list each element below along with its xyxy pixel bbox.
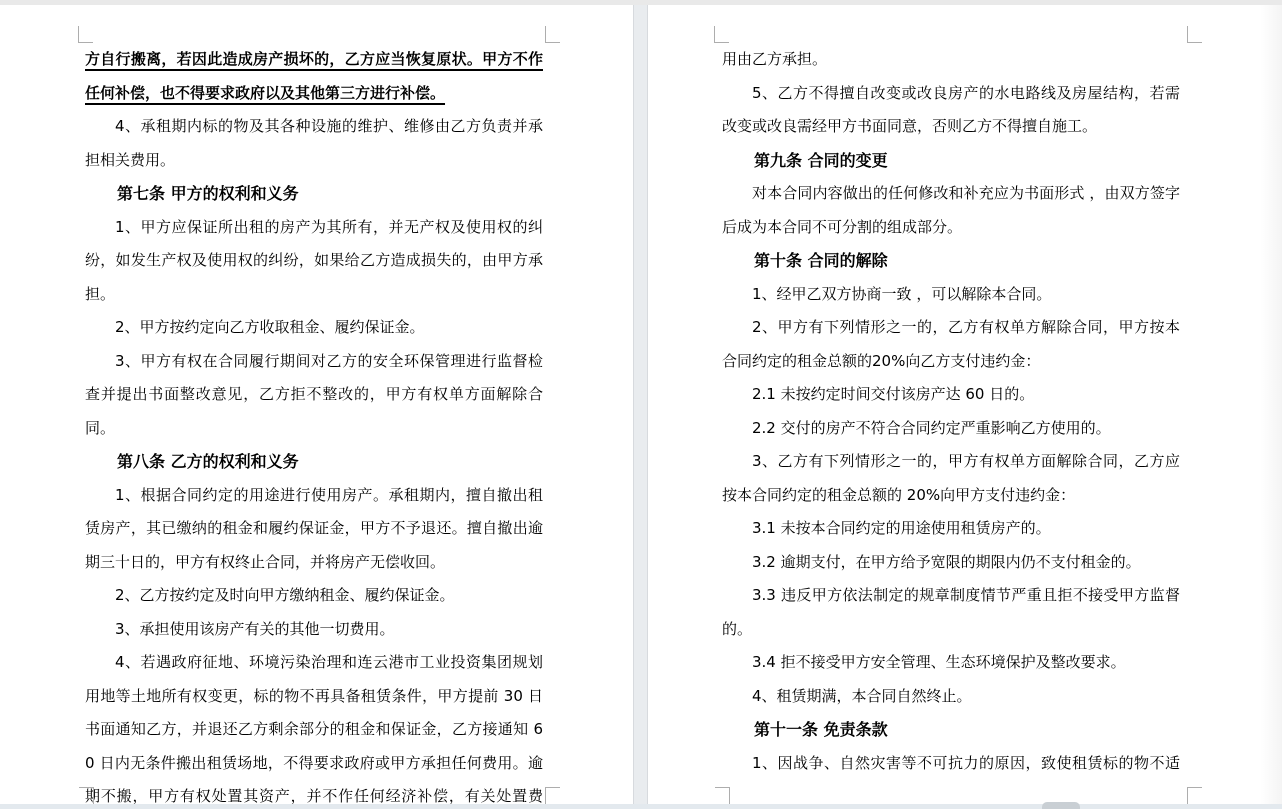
paragraph[interactable]: 1、根据合同约定的用途进行使用房产。承租期内，擅自撤出租赁房产，其已缴纳的租金和履约保证金，甲方不予退还。擅自撤出逾期三十日的，甲方有权终止合同，并将房产无偿收回。: [85, 485, 543, 571]
paragraph[interactable]: 2、甲方有下列情形之一的，乙方有权单方解除合同，甲方按本合同约定的租金总额的20%向乙方支付违约金：: [722, 318, 1180, 370]
paragraph[interactable]: 2、乙方按约定及时向甲方缴纳租金、履约保证金。: [115, 586, 455, 604]
clause-heading[interactable]: 第十一条 免责条款: [754, 720, 888, 739]
paragraph[interactable]: 1、甲方应保证所出租的房产为其所有，并无产权及使用权的纠纷，如发生产权及使用权的纠纷，如果给乙方造成损失的，由甲方承担。: [85, 217, 543, 303]
clause-heading[interactable]: 第七条 甲方的权利和义务: [117, 184, 299, 203]
paragraph[interactable]: 2、甲方按约定向乙方收取租金、履约保证金。: [115, 318, 425, 336]
margin-crop-mark-bottom-right: [1187, 787, 1202, 804]
clause-heading[interactable]: 第九条 合同的变更: [754, 150, 888, 170]
canvas-top-edge: [0, 0, 1282, 5]
margin-crop-mark-top-right: [1187, 26, 1202, 43]
paragraph[interactable]: 1、因战争、自然灾害等不可抗力的原因，致使租赁标的物不适: [752, 753, 1180, 772]
margin-crop-mark-bottom-left: [79, 787, 94, 804]
page-gap: [633, 0, 648, 809]
page-1-text-area[interactable]: [85, 5, 543, 804]
paragraph[interactable]: 3、乙方有下列情形之一的，甲方有权单方面解除合同，乙方应按本合同约定的租金总额的 20%向甲方支付违约金：: [722, 452, 1180, 504]
paragraph[interactable]: 3、甲方有权在合同履行期间对乙方的安全环保管理进行监督检查并提出书面整改意见，乙方拒不整改的，甲方有权单方面解除合同。: [85, 351, 543, 437]
paragraph[interactable]: 4、若遇政府征地、环境污染治理和连云港市工业投资集团规划用地等土地所有权变更，标的物不再具备租赁条件，甲方提前 30 日书面通知乙方，并退还乙方剩余部分的租金和保证金，乙方接通知 60 日内无条件搬出租赁场地，不得要求政府或甲方承担任何费用。逾期不搬，甲方有权处置其资产，并不作任何经济补偿，有关处置费: [85, 653, 543, 804]
clause-heading[interactable]: 第十条 合同的解除: [754, 251, 888, 270]
page-2-text-area[interactable]: [722, 5, 1180, 780]
margin-crop-mark-bottom-left: [715, 787, 730, 804]
clause-heading[interactable]: 第八条 乙方的权利和义务: [117, 452, 299, 471]
paragraph[interactable]: 5、乙方不得擅自改变或改良房产的水电路线及房屋结构，若需改变或改良需经甲方书面同意，否则乙方不得擅自施工。: [722, 83, 1180, 135]
page-edge-shadow: [1260, 5, 1282, 804]
page-1[interactable]: [0, 5, 633, 804]
paragraph[interactable]: 用由乙方承担。: [722, 50, 828, 68]
paragraph[interactable]: 2.1 未按约定时间交付该房产达 60 日的。: [752, 385, 1035, 403]
horizontal-scrollbar-track[interactable]: [0, 804, 1282, 809]
paragraph[interactable]: 方自行搬离，若因此造成房产损坏的，乙方应当恢复原状。甲方不作任何补偿，也不得要求政府以及其他第三方进行补偿。: [85, 50, 543, 102]
paragraph[interactable]: 1、经甲乙双方协商一致 ，可以解除本合同。: [752, 284, 1052, 303]
paragraph[interactable]: 3.1 未按本合同约定的用途使用租赁房产的。: [752, 519, 1051, 537]
paragraph[interactable]: 3.4 拒不接受甲方安全管理、生态环境保护及整改要求。: [752, 653, 1126, 671]
margin-crop-mark-top-left: [714, 26, 729, 43]
horizontal-scrollbar-thumb[interactable]: [1042, 802, 1080, 809]
paragraph[interactable]: 3、承担使用该房产有关的其他一切费用。: [115, 619, 395, 638]
paragraph[interactable]: 4、租赁期满，本合同自然终止。: [752, 686, 972, 705]
margin-crop-mark-top-left: [78, 26, 93, 43]
margin-crop-mark-top-right: [545, 26, 560, 43]
paragraph[interactable]: 4、承租期内标的物及其各种设施的维护、维修由乙方负责并承担相关费用。: [85, 117, 543, 169]
paragraph[interactable]: 对本合同内容做出的任何修改和补充应为书面形式 ，由双方签字后成为本合同不可分割的组成部分。: [722, 184, 1180, 236]
paragraph[interactable]: 3.3 违反甲方依法制定的规章制度情节严重且拒不接受甲方监督的。: [722, 586, 1180, 638]
page-2[interactable]: [648, 5, 1282, 804]
margin-crop-mark-bottom-right: [545, 787, 560, 804]
paragraph[interactable]: 3.2 逾期支付，在甲方给予宽限的期限内仍不支付租金的。: [752, 552, 1141, 571]
paragraph[interactable]: 2.2 交付的房产不符合合同约定严重影响乙方使用的。: [752, 418, 1111, 437]
